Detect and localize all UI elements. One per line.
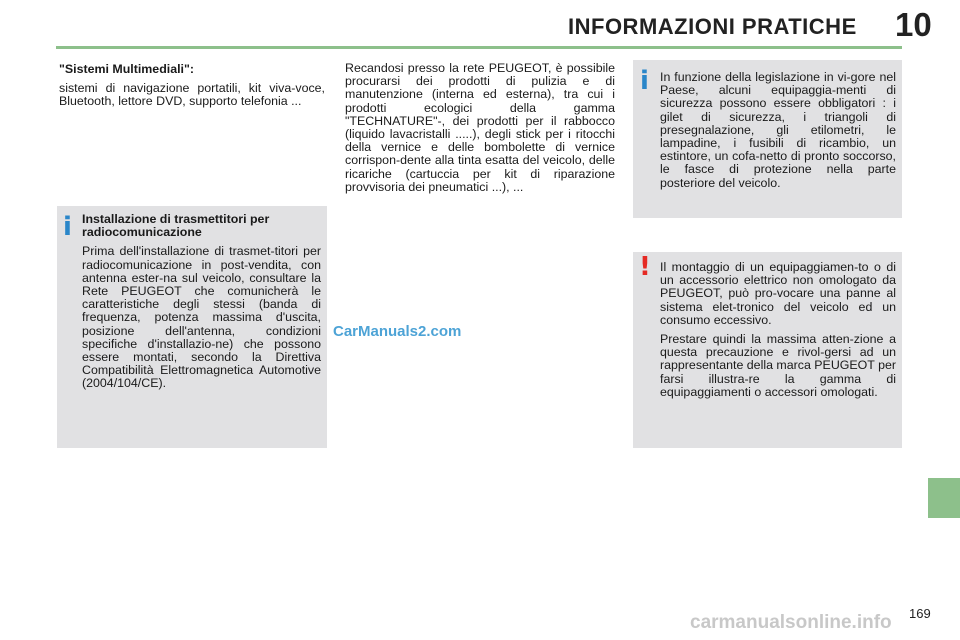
multimedia-text: sistemi di navigazione portatili, kit viva-voce, Bluetooth, lettore DVD, supporto telefonia ... [59,81,325,109]
info-icon: i [640,66,649,96]
warning-text-2: Prestare quindi la massima atten-zione a questa precauzione e rivol-gersi ad un rappresentante della marca PEUGEOT per farsi illustra-re la gamma di equipaggiamenti o accessori omologati. [660,332,896,399]
transmitters-text: Prima dell'installazione di trasmet-titori per radiocomunicazione in post-vendita, con antenna ester-na sul veicolo, consultare la Rete PEUGEOT che comunicherà le caratteristiche degli stessi (banda di frequenza, potenza massima d'uscita, posizione dell'antenna, condizioni specifiche d'installazio-ne) che possono essere montati, secondo la Direttiva Compatibilità Elettromagnetica Automotive (2004/104/CE). [82,244,321,391]
page-number: 169 [909,606,931,621]
watermark-carmanuals2: CarManuals2.com [333,323,462,340]
transmitters-title: Installazione di trasmettitori per radiocomunicazione [82,212,270,240]
warning-text-1: Il montaggio di un equipaggiamen-to o di un accessorio elettrico non omologato da PEUGEOT, può pro-vocare una panne al sistema elet-tronico del veicolo ed un consumo eccessivo. [660,260,896,327]
header-rule [56,46,902,49]
peugeot-products-text: Recandosi presso la rete PEUGEOT, è possibile procurarsi dei prodotti di pulizia e di manutenzione (interna ed esterna), tra cui i prodotti ecologici della gamma "TECHNATURE"-, dei prodotti per il rabbocco (liquido lavacristalli .....), degli stick per i ritocchi della vernice e delle bombolette di vernice corrispon-dente alla tinta esatta del veicolo, delle ricariche (cartuccia per kit di riparazione provvisoria dei pneumatici ...), ... [345,61,615,194]
left-column [59,62,325,108]
watermark-carmanualsonline: carmanualsonline.info [690,612,892,633]
chapter-side-tab [928,478,960,518]
info-icon: i [63,212,72,242]
info-box-transmitters [57,206,327,448]
middle-column [345,62,615,194]
legislation-text: In funzione della legislazione in vi-gore nel Paese, alcuni equipaggia-menti di sicurezza possono essere obbligatori : i gilet di sicurezza, i triangoli di presegnalazione, gli etilometri, le lampadine, i fusibili di ricambio, un estintore, un cofa-netto di pronto soccorso, le fasce di protezione nella parte posteriore del veicolo. [660,70,896,190]
info-box-legislation [633,60,902,218]
multimedia-title: "Sistemi Multimediali": [59,62,194,76]
header-title: INFORMAZIONI PRATICHE [568,14,857,39]
warning-box [633,252,902,448]
warning-icon: ! [639,252,651,282]
chapter-number: 10 [895,6,932,43]
